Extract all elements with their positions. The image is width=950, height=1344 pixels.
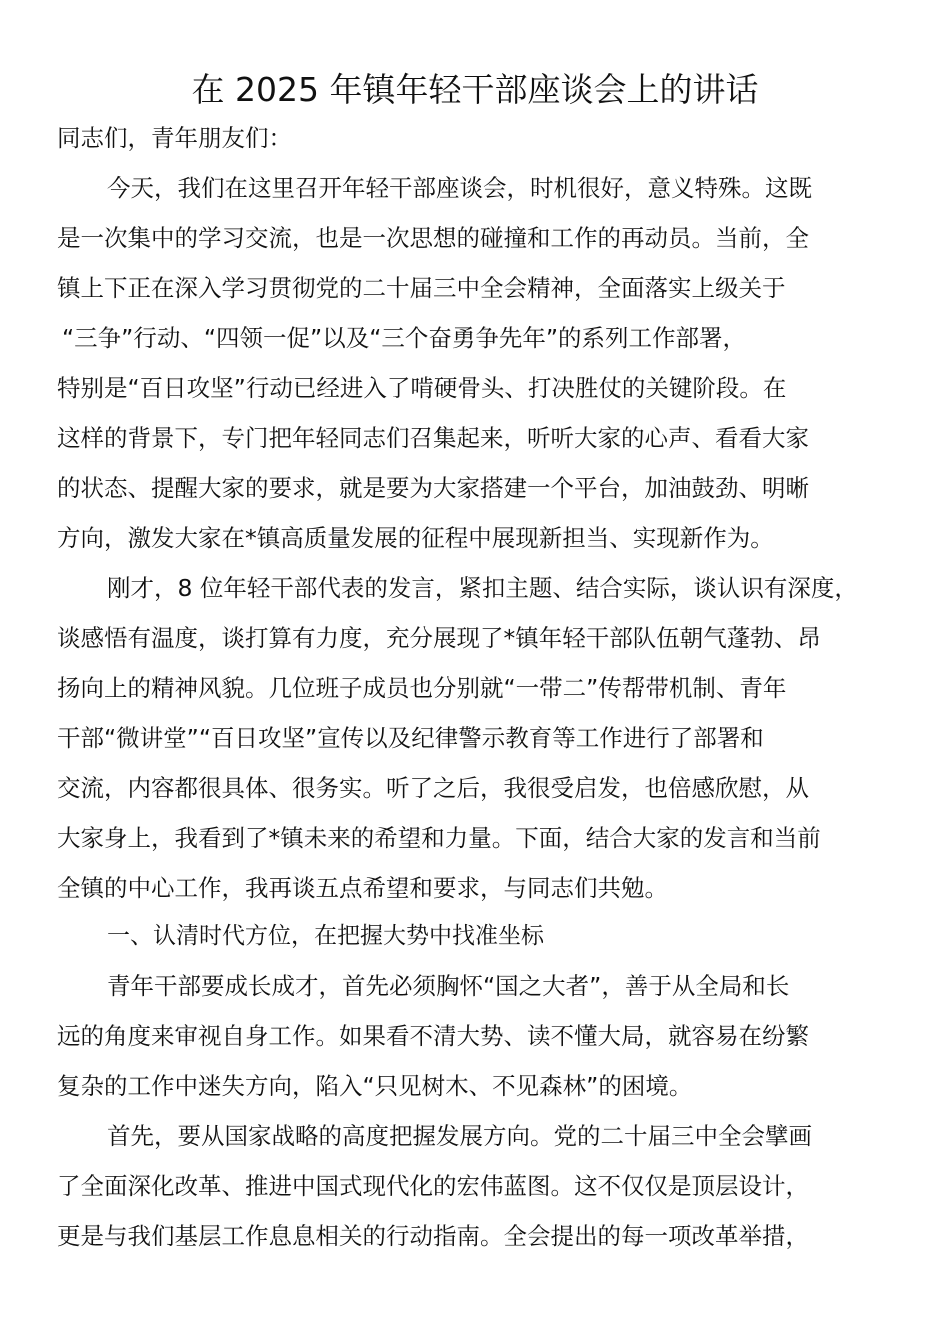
paragraph-line: 交流，内容都很具体、很务实。听了之后，我很受启发，也倍感欣慰，从 <box>57 774 809 802</box>
paragraph-line: 这样的背景下，专门把年轻同志们召集起来，听听大家的心声、看看大家 <box>57 424 809 452</box>
paragraph-line: 全镇的中心工作，我再谈五点希望和要求，与同志们共勉。 <box>57 874 668 902</box>
section-heading: 一、认清时代方位，在把握大势中找准坐标 <box>107 923 544 949</box>
paragraph-line: 方向，激发大家在*镇高质量发展的征程中展现新担当、实现新作为。 <box>57 524 774 552</box>
paragraph-line: 特别是“百日攻坚”行动已经进入了啃硬骨头、打决胜仗的关键阶段。在 <box>57 374 787 402</box>
paragraph-line: 干部“微讲堂”“百日攻坚”宣传以及纪律警示教育等工作进行了部署和 <box>57 724 764 752</box>
paragraph-line: 谈感悟有温度，谈打算有力度，充分展现了*镇年轻干部队伍朝气蓬勃、昂 <box>57 624 821 652</box>
paragraph-line: 复杂的工作中迷失方向，陷入“只见树木、不见森林”的困境。 <box>57 1072 693 1100</box>
paragraph-line: 大家身上，我看到了*镇未来的希望和力量。下面，结合大家的发言和当前 <box>57 824 821 852</box>
paragraph-line: 刚才，8 位年轻干部代表的发言，紧扣主题、结合实际，谈认识有深度， <box>107 574 858 602</box>
paragraph-line: “三争”行动、“四领一促”以及“三个奋勇争先年”的系列工作部署， <box>62 324 747 352</box>
salutation: 同志们，青年朋友们： <box>57 124 292 152</box>
document-title: 在 2025 年镇年轻干部座谈会上的讲话 <box>191 70 759 109</box>
paragraph-line: 今天，我们在这里召开年轻干部座谈会，时机很好，意义特殊。这既 <box>107 174 812 202</box>
paragraph-line: 远的角度来审视自身工作。如果看不清大势、读不懂大局，就容易在纷繁 <box>57 1022 809 1050</box>
paragraph-line: 的状态、提醒大家的要求，就是要为大家搭建一个平台，加油鼓劲、明晰 <box>57 474 809 502</box>
paragraph-line: 更是与我们基层工作息息相关的行动指南。全会提出的每一项改革举措， <box>57 1222 809 1250</box>
paragraph-line: 是一次集中的学习交流，也是一次思想的碰撞和工作的再动员。当前，全 <box>57 224 809 252</box>
paragraph-line: 了全面深化改革、推进中国式现代化的宏伟蓝图。这不仅仅是顶层设计， <box>57 1172 809 1200</box>
paragraph-line: 青年干部要成长成才，首先必须胸怀“国之大者”，善于从全局和长 <box>107 972 790 1000</box>
paragraph-line: 扬向上的精神风貌。几位班子成员也分别就“一带二”传帮带机制、青年 <box>57 674 787 702</box>
paragraph-line: 镇上下正在深入学习贯彻党的二十届三中全会精神，全面落实上级关于 <box>57 274 786 302</box>
paragraph-line: 首先，要从国家战略的高度把握发展方向。党的二十届三中全会擘画 <box>107 1122 812 1150</box>
